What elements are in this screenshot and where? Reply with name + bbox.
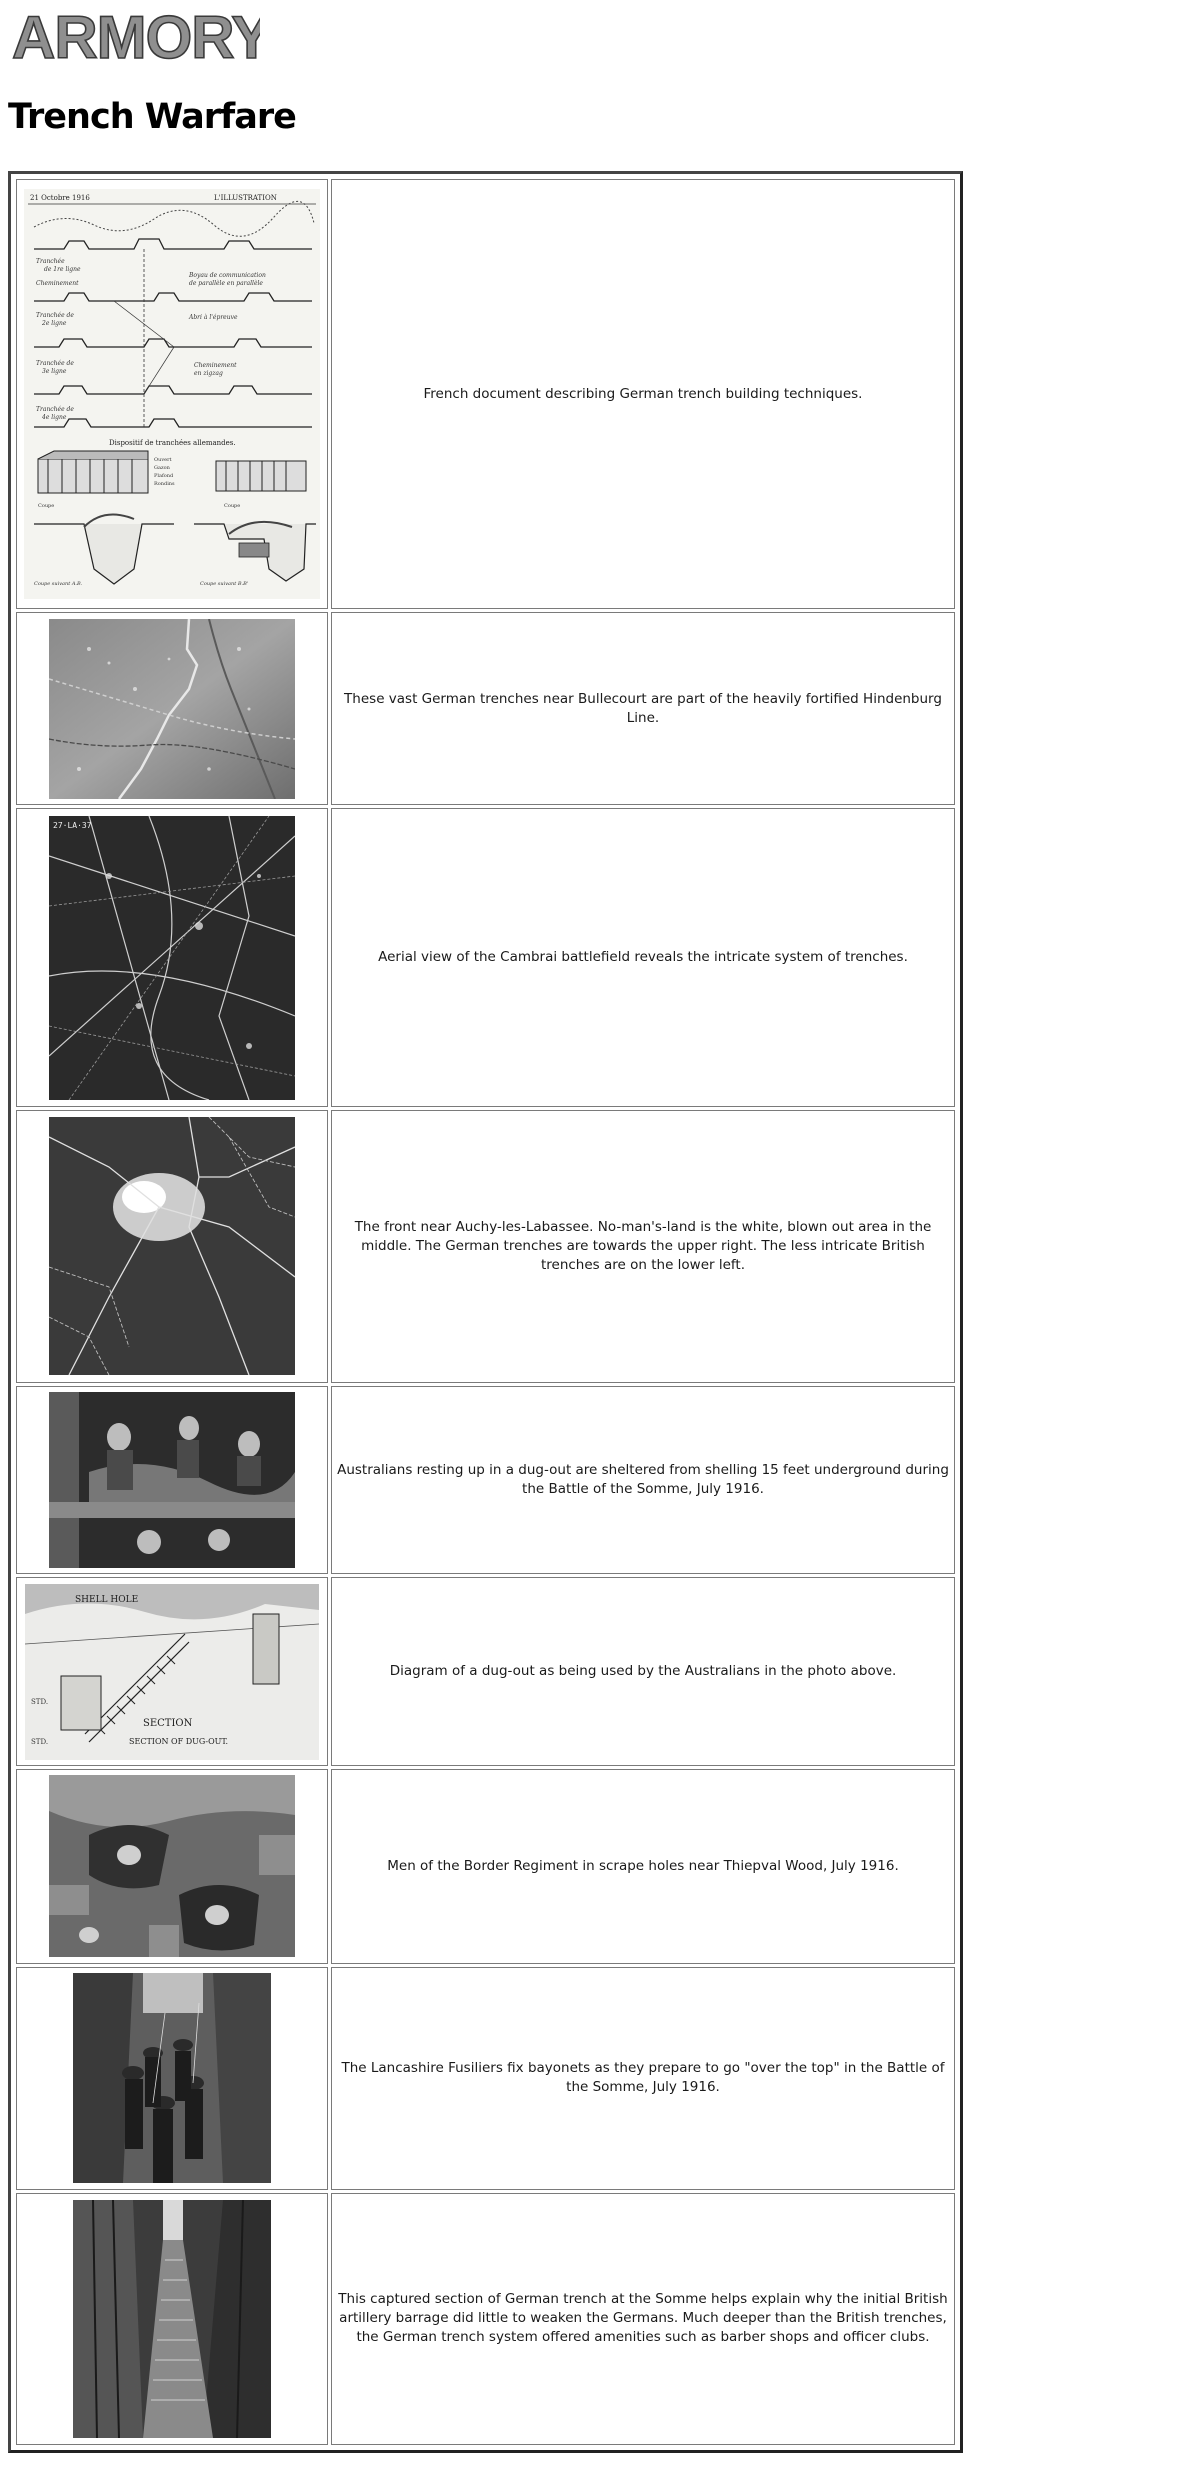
image-cell [16,1967,328,2190]
svg-text:4e ligne: 4e ligne [42,414,67,422]
french-document-image [24,189,320,599]
svg-text:Tranchée: Tranchée [36,258,65,266]
image-cell [16,1577,328,1766]
aerial-bullecourt-image [49,619,295,799]
svg-text:Plafond: Plafond [154,473,174,480]
aerial-cambrai-image [49,816,295,1100]
image-cell [16,179,328,609]
doc-caption: Dispositif de tranchées allemandes. [109,439,236,448]
svg-text:Tranchée de: Tranchée de [36,406,74,414]
image-cell [16,808,328,1107]
table-row [16,1386,955,1575]
caption-cell: Men of the Border Regiment in scrape holes near Thiepval Wood, July 1916. [331,1769,955,1964]
table-row [16,1577,955,1766]
image-cell [16,1386,328,1575]
gallery-table [13,176,958,2448]
table-row [16,612,955,805]
svg-text:Rondins: Rondins [154,481,175,488]
image-cell [16,612,328,805]
table-row [16,1110,955,1383]
caption-cell: The front near Auchy-les-Labassee. No-man's-land is the white, blown out area in the middle. The German trenches are towards the upper right. The less intricate British trenches are on the lower left. [331,1110,955,1383]
captured-trench-image [73,2200,271,2438]
svg-text:3e ligne: 3e ligne [42,368,67,376]
svg-text:Tranchée de: Tranchée de [36,312,74,320]
table-row [16,179,955,609]
svg-text:2e ligne: 2e ligne [42,320,67,328]
dugout-diagram-image [25,1584,319,1760]
caption-cell: French document describing German trench building techniques. [331,179,955,609]
svg-text:Coupe: Coupe [38,503,55,510]
logo-text: ARMORY [12,4,260,66]
image-cell [16,2193,328,2445]
svg-text:de 1re ligne: de 1re ligne [44,266,81,274]
svg-text:Coupe: Coupe [224,503,241,510]
svg-text:STD.: STD. [31,1737,49,1746]
image-cell [16,1769,328,1964]
svg-text:27·LA·37: 27·LA·37 [53,820,92,830]
page-title: Trench Warfare [8,97,296,137]
caption-cell: Aerial view of the Cambrai battlefield reveals the intricate system of trenches. [331,808,955,1107]
table-row [16,1967,955,2190]
table-row [16,2193,955,2445]
section-sub-label: SECTION OF DUG-OUT. [129,1736,229,1746]
image-cell [16,1110,328,1383]
caption-cell: Australians resting up in a dug-out are sheltered from shelling 15 feet underground during the Battle of the Somme, July 1916. [331,1386,955,1575]
caption-cell: This captured section of German trench at the Somme helps explain why the initial British artillery barrage did little to weaken the Germans. Much deeper than the British trenches, the German trench system offered amenities such as barber shops and officer clubs. [331,2193,955,2445]
svg-text:Coupe suivant A.B.: Coupe suivant A.B. [34,581,83,588]
svg-text:Gazon: Gazon [154,465,170,472]
caption-cell: The Lancashire Fusiliers fix bayonets as they prepare to go "over the top" in the Battle of the Somme, July 1916. [331,1967,955,2190]
svg-text:Coupe suivant B.B': Coupe suivant B.B' [200,581,249,588]
table-row [16,808,955,1107]
svg-text:STD.: STD. [31,1697,49,1706]
caption-cell: Diagram of a dug-out as being used by the Australians in the photo above. [331,1577,955,1766]
doc-header-right: L'ILLUSTRATION [214,194,277,203]
svg-text:en zigzag: en zigzag [194,370,223,378]
svg-text:Ouvert: Ouvert [154,457,172,464]
table-row [16,1769,955,1964]
lancashire-fusiliers-image [73,1973,271,2183]
svg-text:Cheminement: Cheminement [194,362,237,370]
dugout-photo-image [49,1392,295,1568]
section-label: SECTION [143,1717,193,1729]
doc-header-left: 21 Octobre 1916 [30,194,90,203]
svg-text:de parallèle en parallèle: de parallèle en parallèle [189,280,263,288]
scrape-holes-image [49,1775,295,1957]
aerial-auchy-image [49,1117,295,1375]
svg-text:Tranchée de: Tranchée de [36,360,74,368]
svg-text:Abri à l'épreuve: Abri à l'épreuve [189,314,238,322]
shell-hole-label: SHELL HOLE [75,1594,139,1605]
svg-text:Boyau de communication: Boyau de communication [189,272,266,280]
site-logo[interactable] [10,4,260,66]
caption-cell: These vast German trenches near Bullecourt are part of the heavily fortified Hindenburg Line. [331,612,955,805]
photo-gallery [8,171,963,2453]
svg-text:Cheminement: Cheminement [36,280,79,288]
